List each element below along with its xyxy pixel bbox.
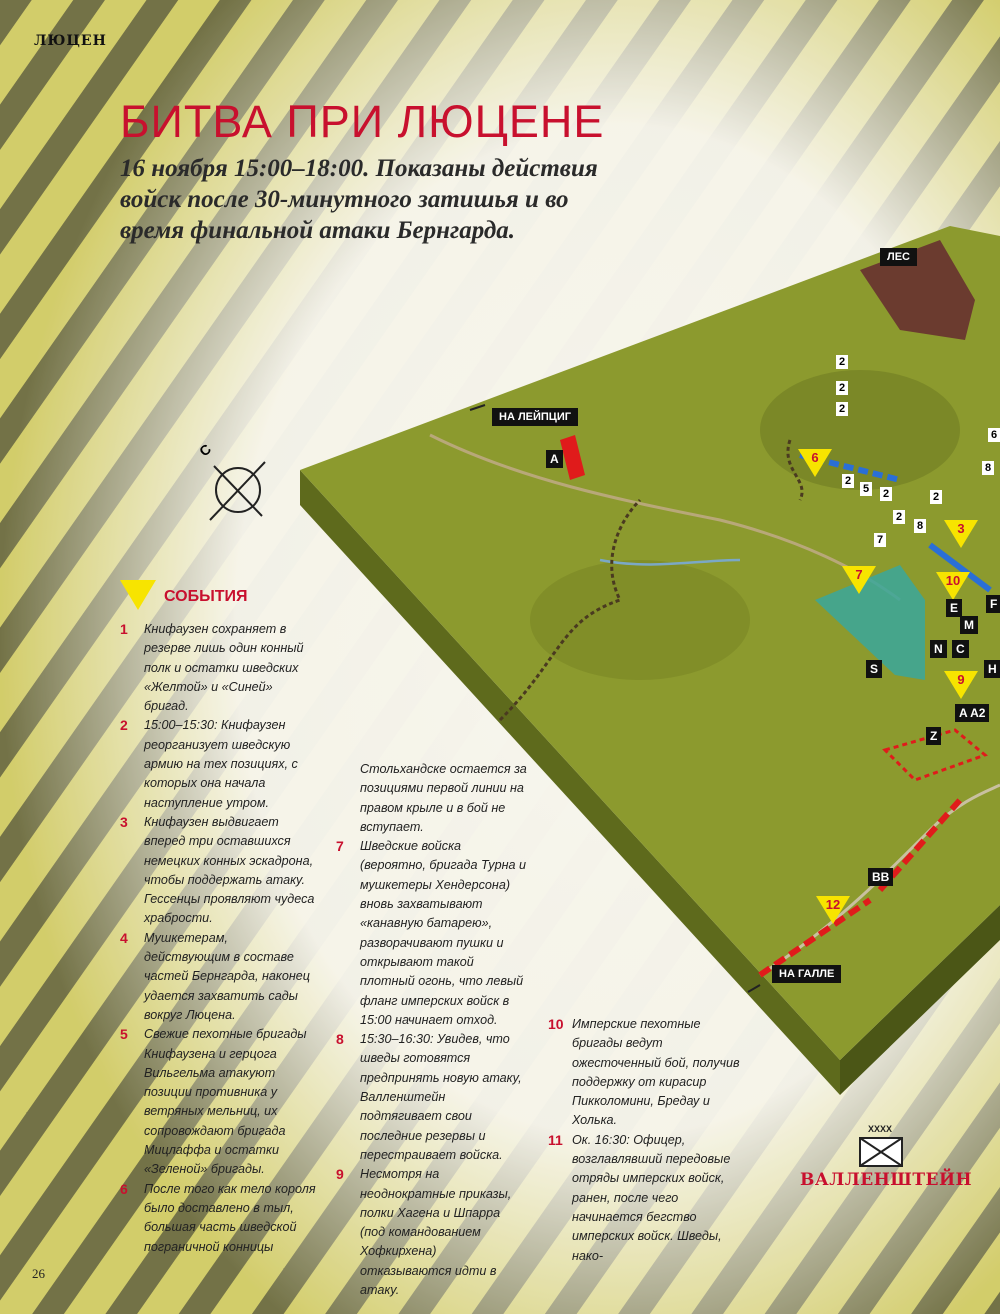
unit-count: 2 <box>880 487 892 501</box>
page-title: БИТВА ПРИ ЛЮЦЕНЕ <box>120 96 605 147</box>
event-item: 4 Мушкетерам, действующим в составе частей Бернгарда, наконец удается захватить сады вокруг Люцена. <box>120 929 311 1022</box>
army-echelon-label: XXXX <box>868 1124 893 1134</box>
events-column-1 <box>120 620 316 1257</box>
event-item: 6 После того как тело короля было доставлено в тыл, большая часть шведской пограничной конницы <box>120 1180 316 1254</box>
event-item: 2 15:00–15:30: Книфаузен реорганизует шведскую армию на тех позициях, с которых она начала наступление утром. <box>120 717 298 810</box>
unit-label-m: M <box>960 616 978 634</box>
unit-label-e: E <box>946 599 962 617</box>
map-marker-7: 7 <box>842 566 876 594</box>
compass-icon <box>210 462 265 520</box>
unit-count: 2 <box>836 402 848 416</box>
unit-label-bb: BB <box>868 868 893 886</box>
unit-label-n: N <box>930 640 947 658</box>
page-subtitle: 16 ноября 15:00–18:00. Показаны действия войск после 30-минутного затишья и во время финальной атаки Бернгарда. <box>120 155 598 244</box>
unit-count: 2 <box>893 510 905 524</box>
unit-count: 7 <box>874 533 886 547</box>
event-item: 3 Книфаузен выдвигает вперед три оставшихся немецких конных эскадрона, чтобы поддержать атаку. Гессенцы проявляют чудеса храбрости. <box>120 813 315 926</box>
event-item: 5 Свежие пехотные бригады Книфаузена и герцога Вильгельма атакуют позиции противника у ветряных мельниц, их сопровождают бригада Мицлаффа и остатки «Зеленой» бригады. <box>120 1026 307 1177</box>
map-marker-10: 10 <box>936 572 970 600</box>
event-item: 9 Несмотря на неоднократные приказы, полки Хагена и Шпарра (под командованием Хофкирхена) отказываются идти в атаку. <box>336 1166 512 1298</box>
event-item: 11 Ок. 16:30: Офицер, возглавлявший передовые отряды имперских войск, ранен, после чего начинается бегство имперских войск. Шведы, нако- <box>548 1131 731 1263</box>
events-column-2 <box>336 760 528 1300</box>
events-marker-icon <box>120 580 156 610</box>
road-halle-label: НА ГАЛЛЕ <box>772 965 841 983</box>
unit-count: 5 <box>860 482 872 496</box>
page-number: 26 <box>32 1266 45 1281</box>
unit-label-z: Z <box>926 727 941 745</box>
road-leipzig-label: НА ЛЕЙПЦИГ <box>492 408 578 426</box>
event-item-continued: Стольхандске остается за позициями первой линии на правом крыле и в бой не вступает. <box>360 762 527 834</box>
unit-label-s: S <box>866 660 882 678</box>
unit-count: 2 <box>842 474 854 488</box>
forest-label: ЛЕС <box>880 248 917 266</box>
compass-north-label: С <box>196 440 215 460</box>
event-item: 7 Шведские войска (вероятно, бригада Турна и мушкетеры Хендерсона) вновь захватывают «канавную батарею», разворачивают пушки и открывают такой плотный огонь, что левый фланг имперских войск в 15:00 начинает отход. <box>336 838 527 1027</box>
unit-count: 8 <box>982 461 994 475</box>
map-marker-9: 9 <box>944 671 978 699</box>
events-column-3 <box>548 1015 744 1266</box>
unit-count: 2 <box>836 355 848 369</box>
unit-label-aa2: A A2 <box>955 704 989 722</box>
unit-label-f: F <box>986 595 1000 613</box>
map-marker-3: 3 <box>944 520 978 548</box>
map-marker-6: 6 <box>798 449 832 477</box>
unit-label-h: H <box>984 660 1000 678</box>
unit-count: 8 <box>914 519 926 533</box>
event-item: 8 15:30–16:30: Увидев, что шведы готовятся предпринять новую атаку, Валленштейн подтягивает свои последние резервы и перестраивает войска. <box>336 1031 522 1162</box>
event-item: 10 Имперские пехотные бригады ведут ожесточенный бой, получив поддержку от кирасир Пикколомини, Бредау и Холька. <box>548 1016 740 1128</box>
map-marker-12: 12 <box>816 896 850 924</box>
event-item: 1 Книфаузен сохраняет в резерве лишь один конный полк и остатки шведских «Желтой» и «Синей» бригад. <box>120 621 304 714</box>
unit-count: 6 <box>988 428 1000 442</box>
unit-count: 2 <box>930 490 942 504</box>
commander-label: ВАЛЛЕНШТЕЙН <box>800 1170 973 1190</box>
unit-count: 2 <box>836 381 848 395</box>
unit-label-a: A <box>546 450 563 468</box>
running-header: ЛЮЦЕН <box>34 33 107 49</box>
unit-label-c: C <box>952 640 969 658</box>
